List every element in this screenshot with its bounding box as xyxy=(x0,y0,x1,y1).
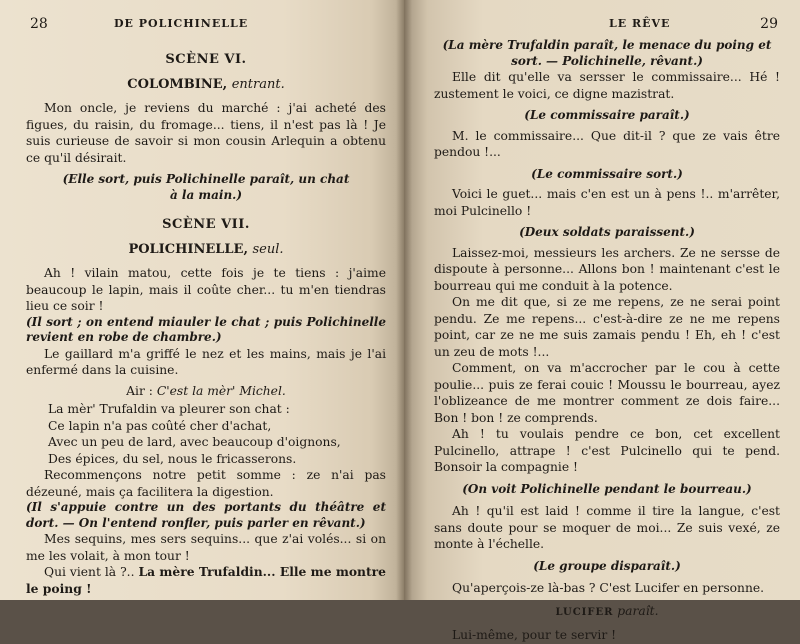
running-title: LE RÊVE xyxy=(609,17,671,30)
air-title: C'est la mèr' Michel. xyxy=(156,383,286,398)
speech: Voici le guet... mais c'en est un à pens !.. m'arrêter, moi Pulcinello ! xyxy=(434,187,780,218)
page-number: 29 xyxy=(760,16,778,32)
character-note: paraît. xyxy=(617,603,659,618)
speech: Lui-même, pour te servir ! xyxy=(452,628,617,642)
right-page xyxy=(404,0,800,642)
speech: M. le commissaire... Que dit-il ? que ze vais être pendou !... xyxy=(434,128,780,159)
character-note: seul. xyxy=(252,242,284,257)
left-page xyxy=(0,0,404,600)
character-label: LUCIFER xyxy=(555,606,614,618)
right-page-header xyxy=(434,14,780,38)
stage-direction: (Elle sort, puis Polichinelle paraît, un chat xyxy=(62,172,350,186)
stage-direction: (Il s'appuie contre un des portants du théâtre et dort. — On l'entend ronfler, puis parler en rêvant.) xyxy=(26,500,386,530)
verse-line: Des épices, du sel, nous le fricasserons. xyxy=(48,451,297,466)
speech xyxy=(26,564,386,597)
stage-direction: (La mère Trufaldin paraît, le menace du poing et sort. — Polichinelle, rêvant.) xyxy=(442,38,772,68)
speech: Laissez-moi, messieurs les archers. Ze ne sersse de dispoute à personne... Allons bon ! maintenant c'est le bourreau qui me conduit à la potence. xyxy=(434,245,780,293)
character-label: POLICHINELLE, xyxy=(128,242,248,257)
stage-direction: à la main.) xyxy=(169,187,243,202)
verse-line: Ce lapin n'a pas coûté cher d'achat, xyxy=(48,418,272,433)
character-note: entrant. xyxy=(231,77,285,92)
verse-line: La mèr' Trufaldin va pleurer son chat : xyxy=(48,402,290,416)
speech: Recommençons notre petit somme : ze n'ai pas dézeuné, mais ça facilitera la digestion. xyxy=(26,468,386,499)
stage-direction: (Deux soldats paraissent.) xyxy=(519,225,695,239)
stage-direction: (Le groupe disparaît.) xyxy=(533,558,681,573)
running-title: DE POLICHINELLE xyxy=(114,17,249,30)
speech-part-bold: La mère Trufaldin... Elle me montre le poing ! xyxy=(26,564,386,596)
speech: Comment, on va m'accrocher par le cou à cette poulie... puis ze ferai couic ! Moussu le bourreau, ayez l'oblizeance de me montrer comment ze dois faire... Bon ! bon ! ze comprends. xyxy=(434,361,780,425)
scene-heading: SCÈNE VI. xyxy=(165,52,247,67)
character-name xyxy=(26,77,386,92)
speech: Ah ! qu'il est laid ! comme il tire la langue, c'est sans doute pour se moquer de moi... Ze suis vexé, ze monte à l'échelle. xyxy=(434,504,780,551)
air-line xyxy=(26,383,386,400)
speech: Ah ! tu voulais pendre ce bon, cet excellent Pulcinello, attrape ! c'est Pulcinello qui te pend. Bonsoir la compagnie ! xyxy=(434,427,780,474)
book-gutter xyxy=(396,0,412,600)
speech: Qu'aperçois-ze là-bas ? C'est Lucifer en personne. xyxy=(452,581,765,595)
air-label: Air : xyxy=(126,383,153,398)
stage-direction: (Le commissaire paraît.) xyxy=(524,108,690,122)
page-number: 28 xyxy=(30,16,48,32)
stage-direction: (Il sort ; on entend miauler le chat ; puis Polichinelle revient en robe de chambre.) xyxy=(26,314,386,344)
speech: On me dit que, si ze me repens, ze ne serai point pendu. Ze me repens... c'est-à-dire ze ne me repens point, car ze ne me suis zamais pendu ! Eh, eh ! c'est un zeu de mots !... xyxy=(434,295,780,359)
character-name xyxy=(26,242,386,257)
left-page-header xyxy=(26,14,386,38)
speech: Ah ! vilain matou, cette fois je te tiens : j'aime beaucoup le lapin, mais il coûte cher... tu m'en tiendras lieu ce soir ! xyxy=(26,266,386,313)
speech: Mes sequins, mes sers sequins... que z'ai volés... si on me les volait, à mon tour ! xyxy=(26,532,386,563)
character-name xyxy=(434,603,780,622)
stage-direction: (Le commissaire sort.) xyxy=(531,166,683,181)
scene-heading: SCÈNE VII. xyxy=(162,217,250,232)
character-label: COLOMBINE, xyxy=(127,77,228,92)
speech-part: Qui vient là ?.. xyxy=(44,565,135,579)
speech: Mon oncle, je reviens du marché : j'ai acheté des figues, du raisin, du fromage... tiens, il n'est pas là ! Je suis curieuse de savoir si mon cousin Arlequin a obtenu ce qu'il désirait. xyxy=(26,101,386,165)
speech: Elle dit qu'elle va sersser le commissaire... Hé ! zustement le voici, ce digne mazistrat. xyxy=(434,70,780,101)
verse-line: Avec un peu de lard, avec beaucoup d'oignons, xyxy=(48,435,341,449)
speech: Le gaillard m'a griffé le nez et les mains, mais je l'ai enfermé dans la cuisine. xyxy=(26,346,386,377)
stage-direction: (On voit Polichinelle pendant le bourreau.) xyxy=(462,481,752,496)
